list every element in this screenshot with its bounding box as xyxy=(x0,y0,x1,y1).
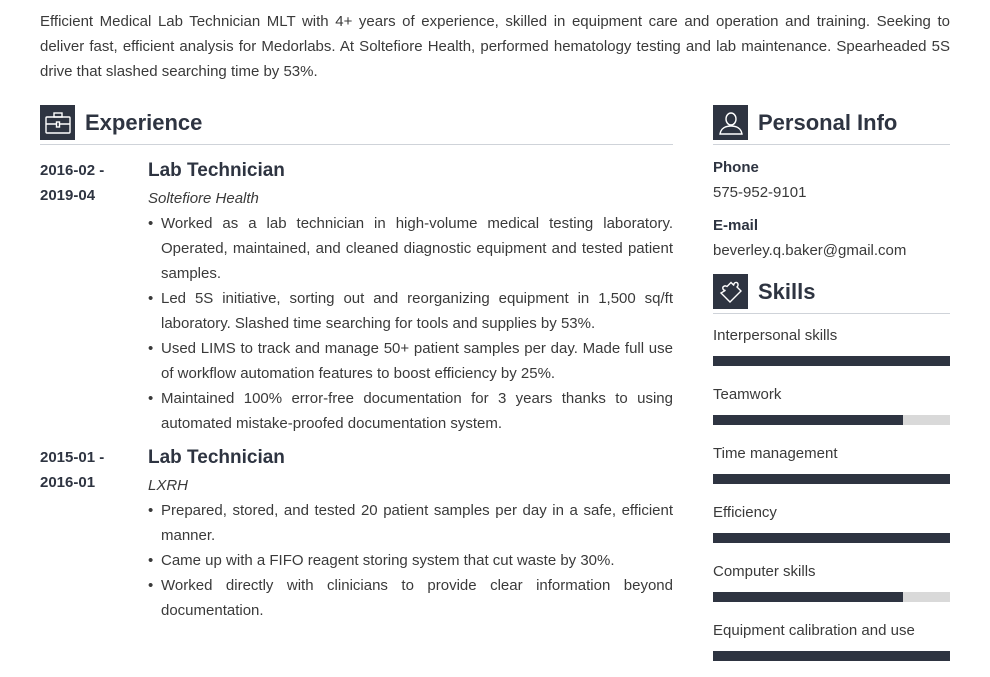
skill-name: Equipment calibration and use xyxy=(713,622,915,639)
experience-section xyxy=(40,105,673,632)
job-company: LXRH xyxy=(148,477,189,494)
personal-info-header xyxy=(713,105,950,145)
experience-title: Experience xyxy=(85,109,203,135)
briefcase-icon xyxy=(40,105,75,140)
skill-name: Time management xyxy=(713,445,838,462)
job-bullet: • Maintained 100% error-free documentation for 3 years thanks to using automated mistake-proofed documentation system. xyxy=(148,386,673,436)
skill-item xyxy=(713,618,950,677)
job-title: Lab Technician xyxy=(148,160,285,181)
email-label: E-mail xyxy=(713,217,759,234)
experience-header xyxy=(40,105,673,145)
skill-bar-fill xyxy=(713,592,903,602)
skill-item xyxy=(713,323,950,382)
job-date-end: 2019-04 xyxy=(40,187,96,204)
job-bullets xyxy=(148,498,673,623)
job-bullet: • Used LIMS to track and manage 50+ patient samples per day. Made full use of workflow automation features to boost efficiency by 25%. xyxy=(148,336,673,386)
skill-item xyxy=(713,382,950,441)
skill-bar-fill xyxy=(713,533,950,543)
skill-bar-fill xyxy=(713,474,950,484)
email-block xyxy=(713,213,950,263)
skill-bar xyxy=(713,533,950,543)
job-entry xyxy=(40,158,673,436)
skill-item xyxy=(713,500,950,559)
skills-list xyxy=(713,323,950,677)
skill-name: Computer skills xyxy=(713,563,816,580)
skill-bar xyxy=(713,356,950,366)
job-bullet: • Worked directly with clinicians to provide clear information beyond documentation. xyxy=(148,573,673,623)
skill-name: Teamwork xyxy=(713,386,782,403)
skill-bar xyxy=(713,592,950,602)
skill-bar-fill xyxy=(713,356,950,366)
job-entry xyxy=(40,445,673,623)
skill-bar xyxy=(713,651,950,661)
personal-info-title: Personal Info xyxy=(758,109,898,135)
phone-block xyxy=(713,155,950,205)
skill-bar xyxy=(713,474,950,484)
job-date-start: 2016-02 - xyxy=(40,162,105,179)
profile-summary: Efficient Medical Lab Technician MLT with 4+ years of experience, skilled in equipment care and operation and training. Seeking to deliver fast, efficient analysis for Medorlabs. At Soltefiore Health, performed hematology testing and lab maintenance. Spearheaded 5S drive that slashed searching time by 53%. xyxy=(40,13,950,80)
phone-label: Phone xyxy=(713,159,759,176)
skill-name: Efficiency xyxy=(713,504,777,521)
job-bullet: • Led 5S initiative, sorting out and reorganizing equipment in 1,500 sq/ft laboratory. Slashed time searching for tools and supplies by 53%. xyxy=(148,286,673,336)
skill-bar-fill xyxy=(713,651,950,661)
job-title: Lab Technician xyxy=(148,447,285,468)
skills-title: Skills xyxy=(758,278,816,304)
skills-header xyxy=(713,274,950,314)
sidebar xyxy=(713,105,950,677)
job-bullet: • Worked as a lab technician in high-volume medical testing laboratory. Operated, maintained, and cleaned diagnostic equipment and tested patient samples. xyxy=(148,211,673,286)
skill-name: Interpersonal skills xyxy=(713,327,838,344)
skill-bar-fill xyxy=(713,415,903,425)
job-date xyxy=(40,158,148,436)
email-value: beverley.q.baker@gmail.com xyxy=(713,242,907,259)
phone-value: 575-952-9101 xyxy=(713,184,807,201)
job-date-start: 2015-01 - xyxy=(40,449,105,466)
job-date-end: 2016-01 xyxy=(40,474,96,491)
puzzle-icon xyxy=(713,274,748,309)
job-bullets xyxy=(148,211,673,436)
skill-item xyxy=(713,441,950,500)
job-bullet: • Prepared, stored, and tested 20 patient samples per day in a safe, efficient manner. xyxy=(148,498,673,548)
person-icon xyxy=(713,105,748,140)
skill-bar xyxy=(713,415,950,425)
job-company: Soltefiore Health xyxy=(148,190,259,207)
job-date xyxy=(40,445,148,623)
skill-item xyxy=(713,559,950,618)
job-bullet: • Came up with a FIFO reagent storing system that cut waste by 30%. xyxy=(148,548,673,573)
